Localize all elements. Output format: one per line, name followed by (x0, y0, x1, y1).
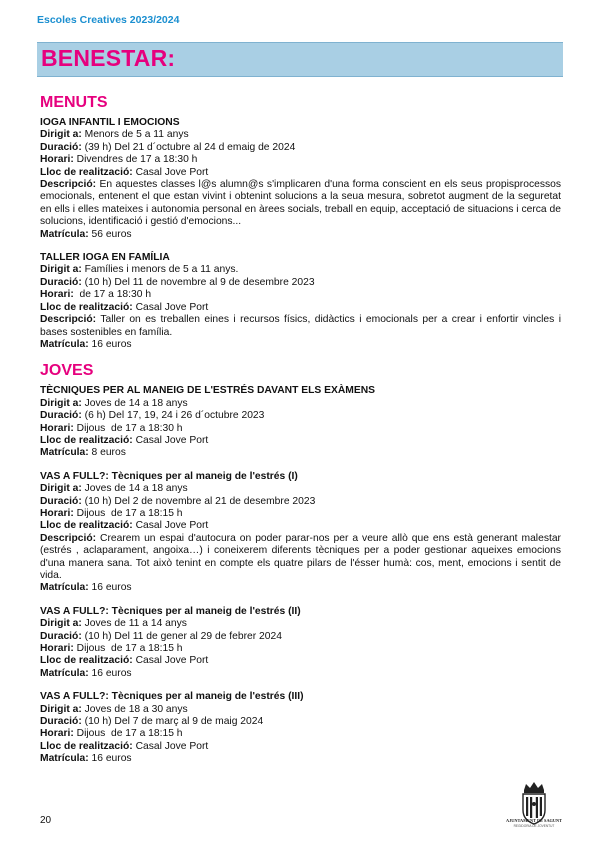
activity-matricula: Matrícula: 8 euros (40, 447, 126, 459)
activity-vas-a-full-3 (40, 691, 561, 765)
activity-horari: Horari: Dijous de 17 a 18:30 h (40, 422, 183, 434)
activity-title: TÈCNIQUES PER AL MANEIG DE L'ESTRÉS DAVANT ELS EXÀMENS (40, 385, 376, 397)
activity-dirigit: Dirigit a: Joves de 14 a 18 anys (40, 397, 188, 409)
page-content (40, 94, 561, 777)
activity-durada: Duració: (6 h) Del 17, 19, 24 i 26 d´octubre 2023 (40, 410, 265, 422)
activity-lloc: Lloc de realització: Casal Jove Port (40, 301, 209, 313)
activity-ioga-infantil (40, 117, 561, 241)
activity-descripcio: Descripció: Crearem un espai d'autocura on poder parar-nos per a veure allò que ens està generant malestar (estrés , aclaparament, angoixa…) i coneixerem diferents tècniques per a poder gestionar aqueixes emocions d'una manera sana. Tot això tenint en compte els quatre pilars de l'ésser humà: cos, ment, emocions i sentit de vida. (40, 532, 561, 581)
activity-dirigit: Dirigit a: Joves de 14 a 18 anys (40, 483, 188, 495)
activity-horari: Horari: Dijous de 17 a 18:15 h (40, 728, 183, 740)
logo-text-regidoria: REGIDORIA DE JOVENTUT (513, 824, 555, 828)
activity-lloc: Lloc de realització: Casal Jove Port (40, 434, 209, 446)
activity-matricula: Matrícula: 16 euros (40, 753, 132, 765)
activity-durada: Duració: (10 h) Del 7 de març al 9 de maig 2024 (40, 716, 264, 728)
activity-horari: Horari: Dijous de 17 a 18:15 h (40, 507, 183, 519)
section-title: JOVES (40, 362, 94, 380)
activity-title: IOGA INFANTIL I EMOCIONS (40, 117, 180, 128)
activity-horari: Horari: Dijous de 17 a 18:15 h (40, 643, 183, 655)
activity-horari: Horari: de 17 a 18:30 h (40, 289, 152, 301)
activity-matricula: Matrícula: 16 euros (40, 338, 132, 350)
logo-text-ajuntament: AJUNTAMENT DE SAGUNT (506, 818, 562, 823)
activity-lloc: Lloc de realització: Casal Jove Port (40, 655, 209, 667)
activity-horari: Horari: Divendres de 17 a 18:30 h (40, 154, 198, 166)
activity-vas-a-full-1 (40, 471, 561, 595)
activity-durada: Duració: (10 h) Del 11 de novembre al 9 de desembre 2023 (40, 276, 315, 288)
activity-estres-examens (40, 385, 561, 459)
document-header: Escoles Creatives 2023/2024 (37, 14, 180, 26)
activity-dirigit: Dirigit a: Menors de 5 a 11 anys (40, 129, 189, 141)
activity-lloc: Lloc de realització: Casal Jove Port (40, 166, 209, 178)
activity-lloc: Lloc de realització: Casal Jove Port (40, 740, 209, 752)
banner-title: BENESTAR: (41, 45, 176, 71)
activity-vas-a-full-2 (40, 606, 561, 680)
activity-dirigit: Dirigit a: Famílies i menors de 5 a 11 anys. (40, 264, 239, 276)
activity-descripcio: Descripció: En aquestes classes l@s alumn@s s'implicaren d'una forma conscient en els seus propisprocessos emocionals, entenent el que estan vivint i obtenint solucions a la seua mesura, sobretot augment de la seguretat en ells i elles mateixes i autonomia personal en àrees socials, treball en equip, acceptació de situacions i cerca de solucions, identificació i gestió d'emocions... (40, 179, 561, 228)
activity-dirigit: Dirigit a: Joves de 18 a 30 anys (40, 703, 188, 715)
section-menuts (40, 94, 561, 351)
activity-title: VAS A FULL?: Tècniques per al maneig de l'estrés (III) (40, 691, 304, 703)
page-number: 20 (40, 815, 52, 826)
activity-title: VAS A FULL?: Tècniques per al maneig de l'estrés (II) (40, 605, 301, 617)
activity-title: VAS A FULL?: Tècniques per al maneig de l'estrés (I) (40, 470, 298, 482)
activity-dirigit: Dirigit a: Joves de 11 a 14 anys (40, 618, 187, 630)
section-banner (37, 42, 563, 77)
activity-durada: Duració: (39 h) Del 21 d´octubre al 24 d emaig de 2024 (40, 141, 296, 153)
activity-matricula: Matrícula: 56 euros (40, 228, 132, 240)
activity-durada: Duració: (10 h) Del 2 de novembre al 21 de desembre 2023 (40, 495, 316, 507)
activity-matricula: Matrícula: 16 euros (40, 667, 132, 679)
section-title: MENUTS (40, 94, 108, 111)
activity-ioga-familia (40, 252, 561, 351)
section-joves (40, 362, 561, 765)
activity-title: TALLER IOGA EN FAMÍLIA (40, 252, 170, 264)
activity-lloc: Lloc de realització: Casal Jove Port (40, 520, 209, 532)
activity-durada: Duració: (10 h) Del 11 de gener al 29 de febrer 2024 (40, 630, 282, 642)
activity-matricula: Matrícula: 16 euros (40, 582, 132, 594)
activity-descripcio: Descripció: Taller on es treballen eines i recursos físics, didàctics i emocionals per a crear i enfortir vincles i bases sostenibles en família. (40, 314, 561, 338)
